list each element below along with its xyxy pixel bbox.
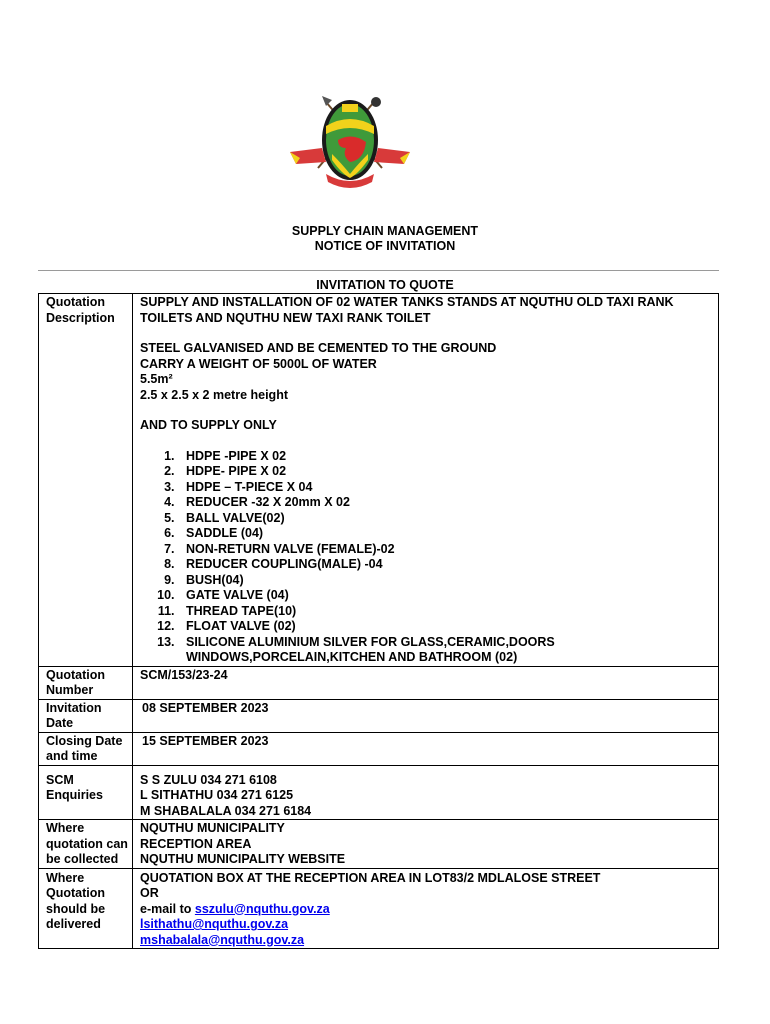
spec-line-3: 5.5m² bbox=[140, 372, 173, 386]
value-invitation-date: 08 SEPTEMBER 2023 bbox=[133, 699, 719, 732]
list-item: 4. REDUCER -32 X 20mm X 02 bbox=[178, 495, 718, 511]
collection-line-1: NQUTHU MUNICIPALITY bbox=[140, 821, 285, 835]
supply-items-list bbox=[140, 449, 718, 666]
spec-line-2: CARRY A WEIGHT OF 5000L OF WATER bbox=[140, 356, 377, 371]
list-item: 2. HDPE- PIPE X 02 bbox=[178, 464, 718, 480]
label-invitation-date: Invitation Date bbox=[39, 699, 133, 732]
label-quotation-description: Quotation Description bbox=[39, 294, 133, 667]
enquiry-contact-1: S S ZULU 034 271 6108 bbox=[140, 772, 277, 787]
spec-line-1: STEEL GALVANISED AND BE CEMENTED TO THE GROUND bbox=[140, 341, 497, 355]
delivery-email-line bbox=[140, 933, 718, 949]
list-item: 7. NON-RETURN VALVE (FEMALE)-02 bbox=[178, 542, 718, 558]
email-link-sszulu[interactable]: sszulu@nquthu.gov.za bbox=[194, 901, 330, 916]
list-item: 13. SILICONE ALUMINIUM SILVER FOR GLASS,CERAMIC,DOORS WINDOWS,PORCELAIN,KITCHEN AND BATHROOM (02) bbox=[178, 635, 718, 666]
email-prefix: e-mail to bbox=[140, 901, 195, 916]
label-delivery-place: Where Quotation should be delivered bbox=[39, 868, 133, 949]
label-quotation-number: Quotation Number bbox=[39, 666, 133, 699]
value-delivery-place bbox=[133, 868, 719, 949]
label-closing-date: Closing Date and time bbox=[39, 732, 133, 765]
supply-only-heading: AND TO SUPPLY ONLY bbox=[140, 418, 277, 432]
row-scm-enquiries bbox=[39, 765, 719, 820]
value-quotation-description bbox=[133, 294, 719, 667]
list-item: 1. HDPE -PIPE X 02 bbox=[178, 449, 718, 465]
row-invitation-date bbox=[39, 699, 719, 732]
enquiry-contact-3: M SHABALALA 034 271 6184 bbox=[140, 803, 312, 818]
municipal-crest-logo bbox=[286, 90, 414, 192]
row-closing-date bbox=[39, 732, 719, 765]
collection-line-2: RECEPTION AREA bbox=[140, 836, 252, 851]
list-item: 3. HDPE – T-PIECE X 04 bbox=[178, 480, 718, 496]
list-item: 8. REDUCER COUPLING(MALE) -04 bbox=[178, 557, 718, 573]
spec-line-4: 2.5 x 2.5 x 2 metre height bbox=[140, 387, 288, 402]
email-link-lsithathu[interactable]: lsithathu@nquthu.gov.za bbox=[140, 917, 289, 931]
description-title: SUPPLY AND INSTALLATION OF 02 WATER TANKS STANDS AT NQUTHU OLD TAXI RANK TOILETS AND NQUTHU NEW TAXI RANK TOILET bbox=[140, 295, 674, 325]
row-delivery-place bbox=[39, 868, 719, 949]
enquiry-contact-2: L SITHATHU 034 271 6125 bbox=[140, 788, 294, 802]
header-line-2: NOTICE OF INVITATION bbox=[314, 239, 456, 253]
divider bbox=[38, 270, 719, 271]
delivery-line-1: QUOTATION BOX AT THE RECEPTION AREA IN LOT83/2 MDLALOSE STREET bbox=[140, 870, 601, 885]
list-item: 11. THREAD TAPE(10) bbox=[178, 604, 718, 620]
list-item: 10. GATE VALVE (04) bbox=[178, 588, 718, 604]
invitation-title: INVITATION TO QUOTE bbox=[316, 278, 454, 292]
list-item: 12. FLOAT VALVE (02) bbox=[178, 619, 718, 635]
label-collection-place: Where quotation can be collected bbox=[39, 820, 133, 869]
delivery-line-2: OR bbox=[140, 886, 159, 900]
list-item: 5. BALL VALVE(02) bbox=[178, 511, 718, 527]
label-scm-enquiries: SCM Enquiries bbox=[39, 765, 133, 820]
value-collection-place bbox=[133, 820, 719, 869]
delivery-email-line bbox=[140, 902, 718, 918]
delivery-email-line bbox=[140, 917, 718, 933]
email-link-mshabalala[interactable]: mshabalala@nquthu.gov.za bbox=[140, 932, 305, 947]
row-quotation-description bbox=[39, 294, 719, 667]
value-quotation-number: SCM/153/23-24 bbox=[133, 666, 719, 699]
list-item: 9. BUSH(04) bbox=[178, 573, 718, 589]
value-scm-enquiries bbox=[133, 765, 719, 820]
value-closing-date: 15 SEPTEMBER 2023 bbox=[133, 732, 719, 765]
quotation-table bbox=[38, 293, 719, 949]
header-line-1: SUPPLY CHAIN MANAGEMENT bbox=[291, 224, 479, 238]
row-collection-place bbox=[39, 820, 719, 869]
list-item: 6. SADDLE (04) bbox=[178, 526, 718, 542]
row-quotation-number bbox=[39, 666, 719, 699]
collection-line-3: NQUTHU MUNICIPALITY WEBSITE bbox=[140, 852, 346, 866]
